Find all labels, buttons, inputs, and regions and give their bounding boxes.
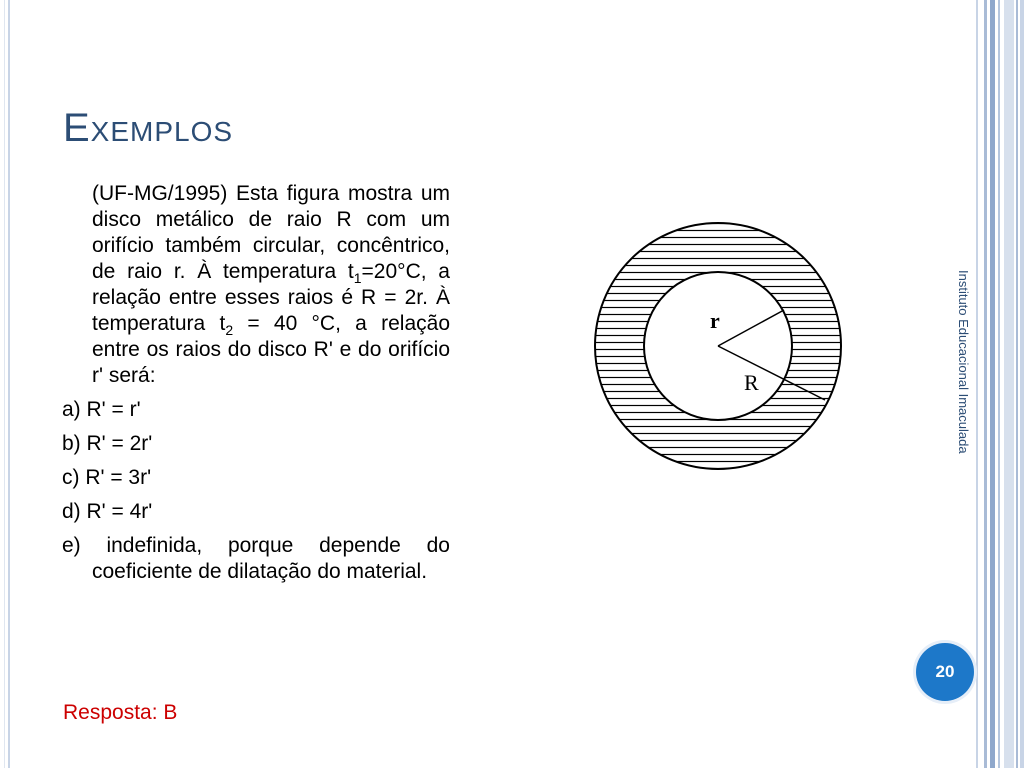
question-part-1: (UF-MG/1995) Esta figura mostra um disco metálico de raio R com um orifício também circular, concêntrico, de raio r. À temperatura t	[92, 182, 450, 283]
question-part-3: = 40 °C, a relação entre os raios do disco R' e do orifício r' será:	[92, 312, 450, 387]
label-r: r	[710, 308, 720, 333]
question-part-2: =20°C, a relação entre esses raios é R = 2r. À temperatura t	[92, 260, 450, 335]
option-e: e) indefinida, porque depende do coeficiente de dilatação do material.	[62, 534, 450, 583]
question-block	[62, 181, 450, 585]
option-a: a) R' = r'	[62, 398, 141, 421]
decor-stripe	[1020, 0, 1024, 768]
answer-text: Resposta: B	[63, 701, 178, 724]
subscript-2: 2	[225, 322, 234, 339]
decor-stripe	[990, 0, 995, 768]
subscript-1: 1	[353, 270, 362, 287]
option-c: c) R' = 3r'	[62, 466, 152, 489]
page-number: 20	[935, 662, 955, 681]
page-number-badge	[916, 643, 974, 701]
decor-stripe	[998, 0, 1000, 768]
question-text	[92, 181, 450, 389]
institution-label: Instituto Educacional Imaculada	[956, 270, 971, 454]
decor-stripe	[1004, 0, 1014, 768]
label-R: R	[744, 370, 759, 395]
decor-stripe	[976, 0, 978, 768]
slide-title: Exemplos	[63, 106, 234, 150]
option-b: b) R' = 2r'	[62, 432, 153, 455]
decor-stripe	[984, 0, 987, 768]
decor-stripe	[1016, 0, 1018, 768]
option-d: d) R' = 4r'	[62, 500, 153, 523]
disk-figure	[592, 220, 844, 472]
frame-line-outer	[4, 0, 5, 768]
frame-line-left	[8, 0, 10, 768]
